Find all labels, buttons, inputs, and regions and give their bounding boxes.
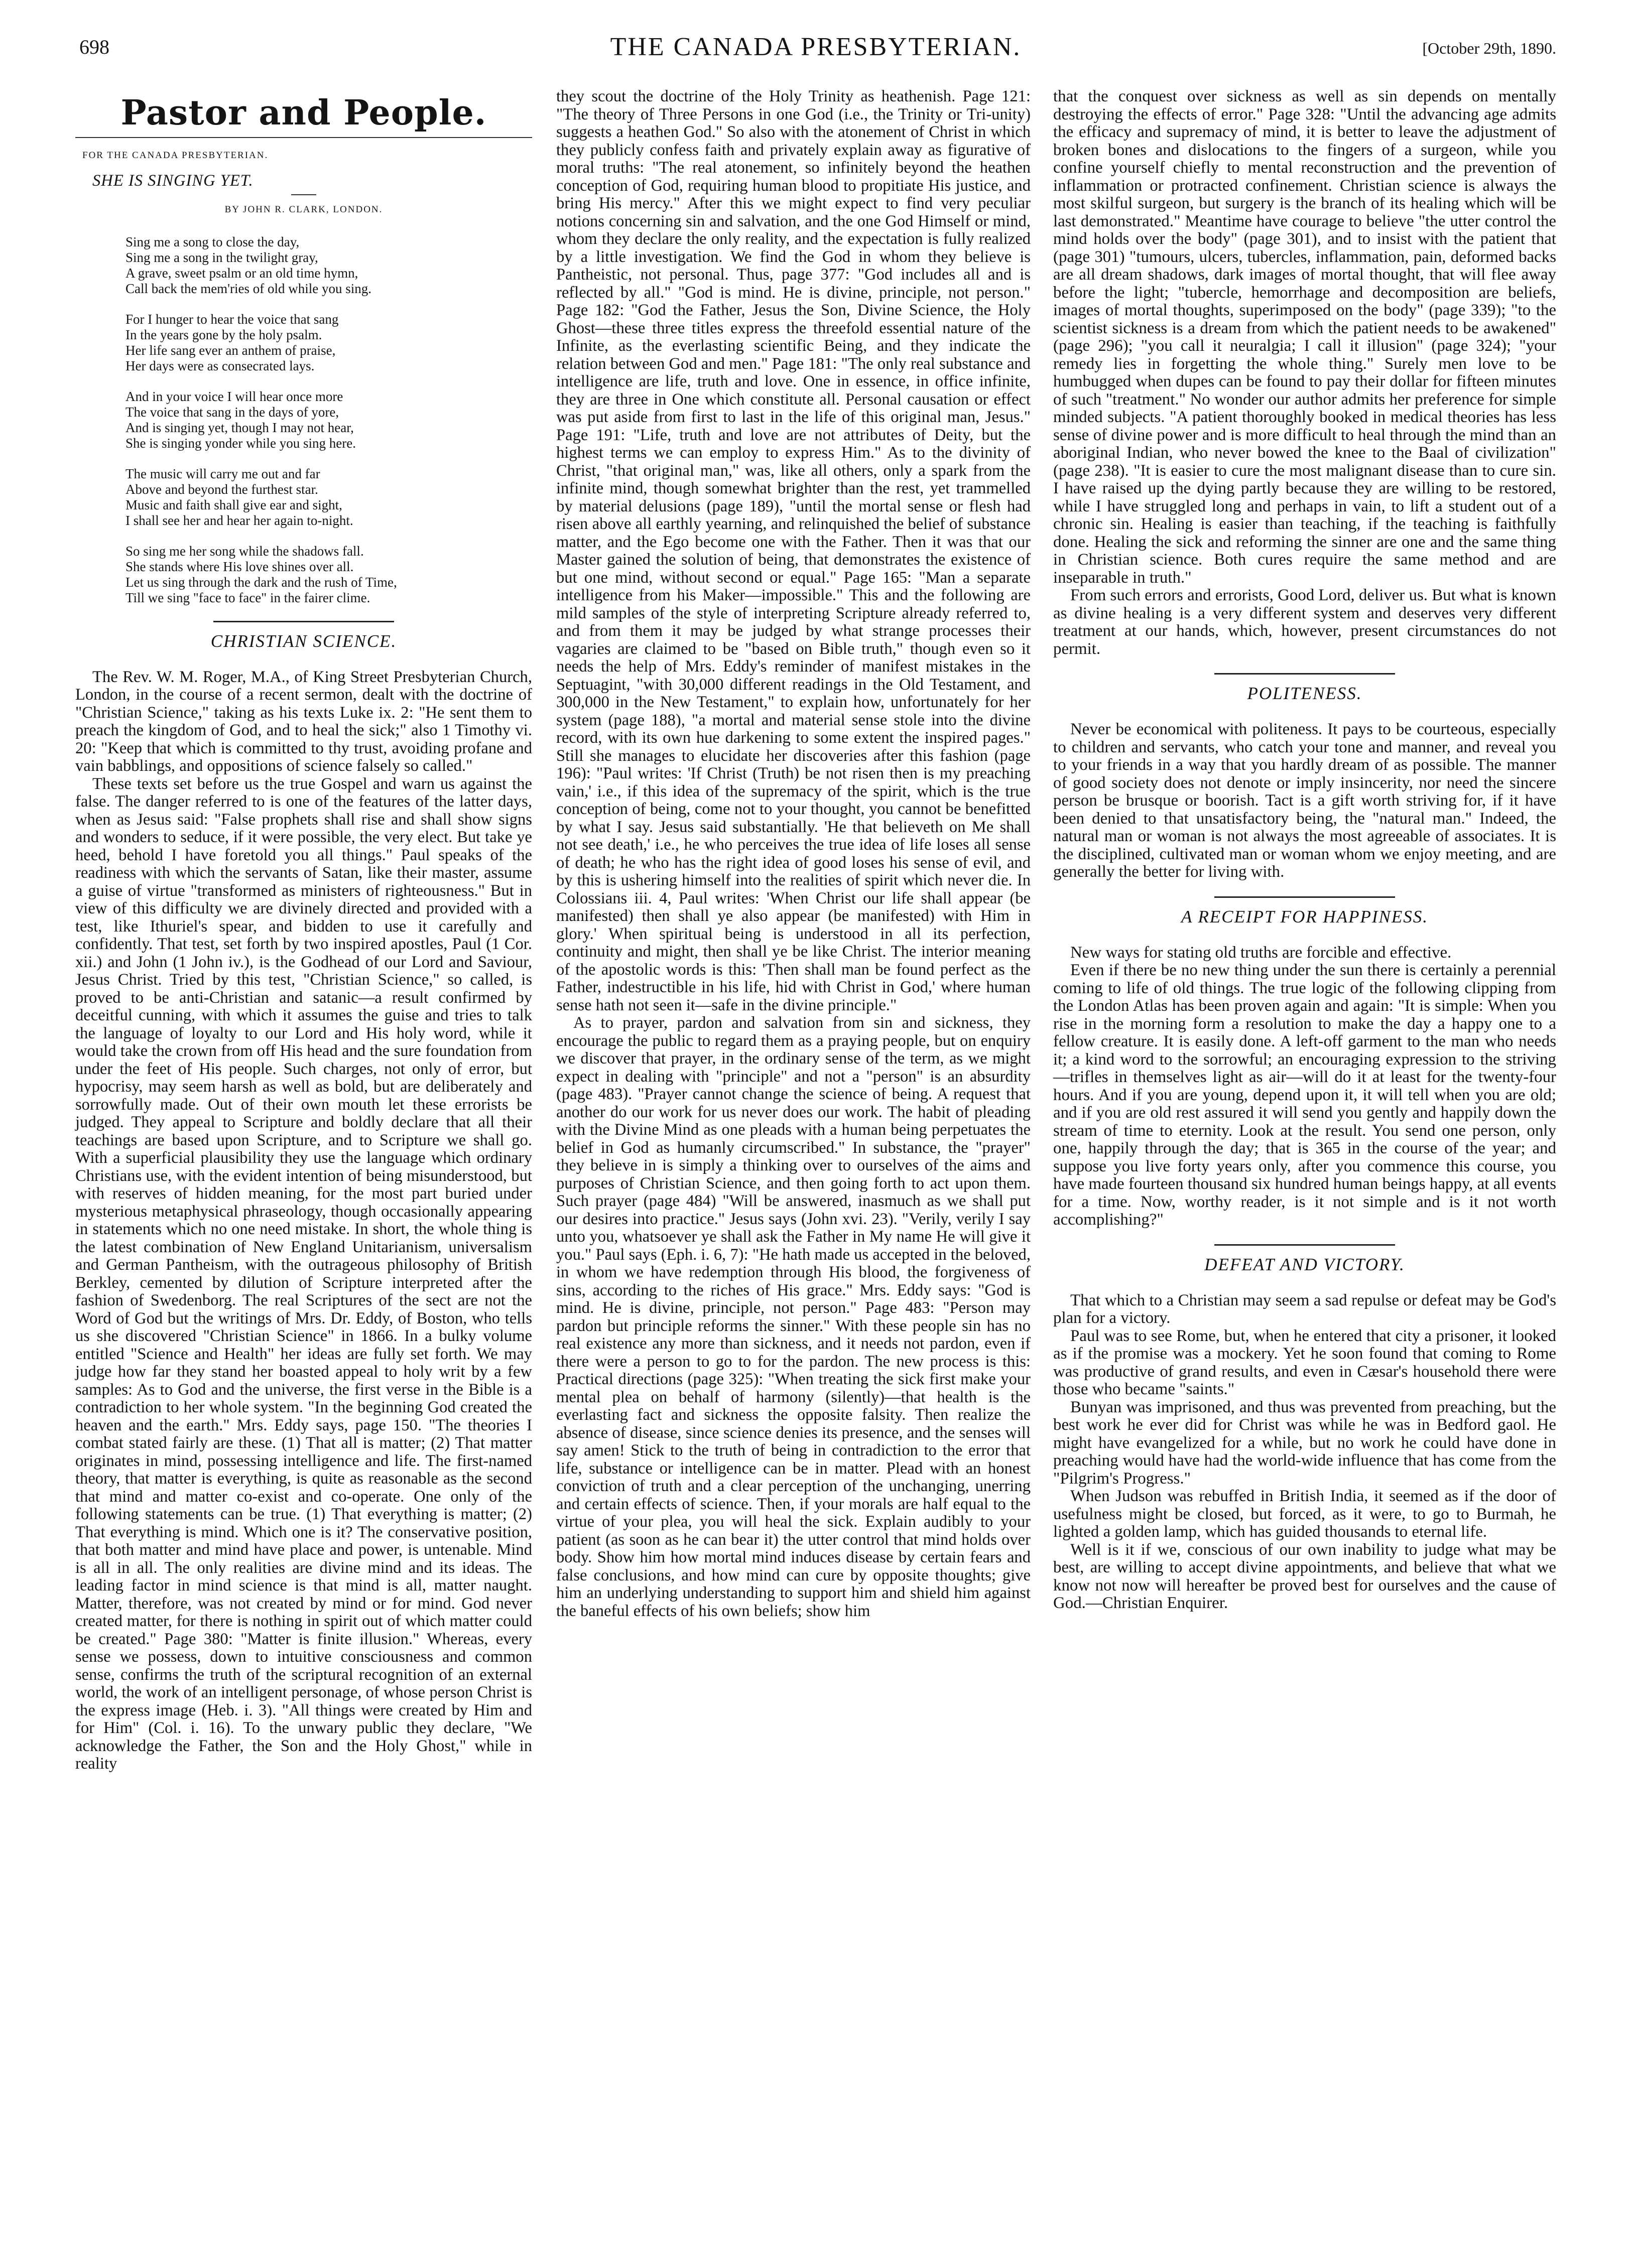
poem-line: I shall see her and hear her again to-night. [125,512,353,528]
section-rule [1214,673,1395,675]
poem-byline: BY JOHN R. CLARK, LONDON. [224,204,383,215]
column-2 [556,88,1031,1620]
department-heading: Pastor and People. [120,93,487,133]
poem-stanza [125,234,532,297]
poem-stanza [125,466,532,528]
issue-date: [October 29th, 1890. [1422,39,1556,57]
column-1 [75,88,532,1773]
divider [291,194,316,195]
defeat-paragraph: Well is it if we, conscious of our own inability to judge what may be best, are willing to accept divine appointments, and believe that what we know not now will hereafter be proved best for ourselves and the cause of God.—Christian Enquirer. [1053,1540,1556,1612]
poem-line: Till we sing "face to face" in the fairer clime. [125,590,370,605]
poem-line: Her life sang ever an anthem of praise, [125,342,336,358]
defeat-paragraph: That which to a Christian may seem a sad repulse or defeat may be God's plan for a victory. [1053,1291,1556,1327]
poem-stanza [125,389,532,451]
for-line: FOR THE CANADA PRESBYTERIAN. [82,150,269,161]
article-paragraph: The Rev. W. M. Roger, M.A., of King Street Presbyterian Church, London, in the course of a recent sermon, dealt with the doctrine of "Christian Science," taking as his texts Luke ix. 2: "He sent them to preach the kingdom of God, and to heal the sick;" also 1 Timothy vi. 20: "Keep that which is committed to thy trust, avoiding profane and vain babblings, and oppositions of science falsely so called." [75,668,532,775]
poem [75,234,532,606]
poem-line: And is singing yet, though I may not hear, [125,420,354,435]
poem-stanza [125,312,532,374]
article-paragraph: As to prayer, pardon and salvation from sin and sickness, they encourage the public to regard them as a praying people, but on enquiry we discover that prayer, in the ordinary sense of the term, as we might expect in dealing with "principle" and not a "person" is an absurdity (page 483). "Prayer cannot change the science of being. A request that another do our work for us never does our work. The habit of pleading with the Divine Mind as one pleads with a human being perpetuates the belief in God as humanly circumscribed." In substance, the "prayer" they believe in is simply a thinking over to ourselves of the aims and purposes of Christian Science, and then going forth to act upon them. Such prayer (page 484) "Will be answered, inasmuch as we shall put our desires into practice." Jesus says (John xvi. 23). "Verily, verily I say unto you, whatsoever ye shall ask the Father in My name He will give it you." Paul says (Eph. i. 6, 7): "He hath made us accepted in the beloved, in whom we have redemption through His blood, the forgiveness of sins, according to the riches of His grace." Mrs. Eddy says: "God is mind. He is divine, principle, not person." Page 483: "Person may pardon but principle reforms the sinner." With these people sin has no real existence any more than sickness, and it needs not pardon, even if there were a person to go to for the pardon. The new process is this: Practical directions (page 325): "When treating the sick first make your mental plea on behalf of harmony (silently)—that health is the everlasting fact and sickness the opposite falsity. Then realize the absence of disease, since science denies its presence, and the senses will say amen! Stick to the truth of being in contradiction to the error that life, substance or intelligence can be in matter. Plead with an honest conviction of truth and a clear perception of the unchanging, unerring and certain effects of science. Then, if your morals are half equal to the virtue of your plea, you will heal the sick. Explain audibly to your patient (as soon as he can bear it) the utter control that mind holds over body. Show him how mortal mind induces disease by certain fears and false conclusions, and how mind can cure by opposite thoughts; give him an underlying understanding to support him and shield him against the baneful effects of his own beliefs; show him [556,1014,1031,1620]
masthead: THE CANADA PRESBYTERIAN. [610,33,1022,61]
poem-line: She stands where His love shines over all. [125,559,354,574]
page-number: 698 [79,36,109,58]
politeness-paragraph: Never be economical with politeness. It pays to be courteous, especially to children and servants, who catch your tone and manner, and reveal you to your friends in a way that you hardly dream of as possible. The manner of good society does not denote or imply insincerity, nor need the sincere person be brusque or boorish. Tact is a gift worth striving for, if it have been denied to that unsatisfactory being, the "natural man." Indeed, the natural man or woman is not always the most agreeable of associates. It is the disciplined, cultivated man or woman whom we enjoy meeting, and are generally the better for living with. [1053,720,1556,881]
poem-line: For I hunger to hear the voice that sang [125,311,339,327]
poem-line: Music and faith shall give ear and sight, [125,497,342,512]
defeat-title: DEFEAT AND VICTORY. [1204,1254,1405,1274]
defeat-paragraph: When Judson was rebuffed in British India, it seemed as if the door of usefulness might be closed, but forced, as it were, to go to Burmah, he lighted a golden lamp, which has guided thousands to eternal life. [1053,1487,1556,1541]
article-title: CHRISTIAN SCIENCE. [210,631,397,651]
poem-line: Call back the mem'ries of old while you sing. [125,281,372,296]
poem-line: And in your voice I will hear once more [125,388,343,404]
page-header [75,35,1556,70]
poem-title: SHE IS SINGING YET. [92,172,254,190]
poem-line: The voice that sang in the days of yore, [125,404,339,420]
poem-line: In the years gone by the holy psalm. [125,327,322,342]
article-paragraph: From such errors and errorists, Good Lord, deliver us. But what is known as divine healing is a very different system and deserves very different treatment at our hands, which, however, present circumstances do not permit. [1053,586,1556,658]
politeness-title: POLITENESS. [1247,684,1362,703]
poem-line: Let us sing through the dark and the rush of Time, [125,574,397,590]
section-rule [1214,1244,1395,1246]
defeat-paragraph: Bunyan was imprisoned, and thus was prevented from preaching, but the best work he ever did for Christ was while he was in Bedford gaol. He might have evangelized for a while, but no work he could have done in preaching would have had the world-wide influence that has come from the "Pilgrim's Progress." [1053,1398,1556,1488]
receipt-paragraph: Even if there be no new thing under the sun there is certainly a perennial coming to life of old things. The true logic of the following clipping from the London Atlas has been proven again and again: "It is simple: When you rise in the morning form a resolution to make the day a happy one to a fellow creature. It is easily done. A left-off garment to the man who needs it; a kind word to the sorrowful; an encouraging expression to the striving—trifles in themselves light as air—will do it at least for the twenty-four hours. And if you are young, depend upon it, it will tell when you are old; and if you are old rest assured it will send you gently and happily down the stream of time to eternity. Look at the result. You send one person, only one, happily through the day; that is 365 in the course of the year; and suppose you live forty years only, after you commence this course, you have made fourteen thousand six hundred human beings happy, at all events for a time. Now, worthy reader, is it not simple and is it not worth accomplishing?" [1053,961,1556,1229]
heading-rule [75,137,532,138]
poem-line: A grave, sweet psalm or an old time hymn, [125,265,358,281]
poem-line: So sing me her song while the shadows fall. [125,543,364,559]
column-3 [1053,88,1556,1613]
poem-line: The music will carry me out and far [125,466,320,481]
poem-line: Sing me a song to close the day, [125,234,300,249]
poem-stanza [125,544,532,606]
poem-line: She is singing yonder while you sing here. [125,435,356,451]
article-paragraph: These texts set before us the true Gospel and warn us against the false. The danger referred to is one of the features of the latter days, when as Jesus said: "False prophets shall rise and shall show signs and wonders to seduce, if it were possible, the very elect. But take ye heed, behold I have foretold you all things." Paul speaks of the readiness with which the servants of Satan, like their master, assume a guise of virtue "transformed as ministers of righteousness." But in view of this difficulty we are divinely directed and provided with a test, like Ithuriel's spear, and bidden to use it carefully and confidently. That test, set forth by two inspired apostles, Paul (1 Cor. xii.) and John (1 John iv.), is the Godhead of our Lord and Saviour, Jesus Christ. Tried by this test, "Christian Science," so called, is proved to be anti-Christian and satanic—a result confirmed by deceitful cunning, with which it assumes the guise and tries to talk the language of loyalty to our Lord and His holy word, while it would take the crown from off His head and the sure foundation from under the feet of His people. Such charges, not only of error, but hypocrisy, may seem harsh as well as bold, but are deliberately and sorrowfully made. Out of their own mouth let these errorists be judged. They appeal to Scripture and boldly declare that all their teachings are based upon Scripture, and to Scripture we shall go. With a superficial plausibility they use the language which ordinary Christians use, with the evident intention of being misunderstood, but with reserves of hidden meaning, for the most part buried under mysterious metaphysical phraseology, though occasionally appearing in statements which no one need mistake. In short, the whole thing is the latest combination of New England Unitarianism, universalism and German Pantheism, with the outrageous philosophy of British Berkley, cemented by dilution of Scripture interpreted after the fashion of Swedenborg. The real Scriptures of the sect are not the Word of God but the writings of Mrs. Dr. Eddy, of Boston, who tells us she discovered "Christian Science" in 1866. In a bulky volume entitled "Science and Health" her ideas are fully set forth. We may judge how far they stand her boasted appeal to holy writ by a few samples: As to God and the universe, the first verse in the Bible is a contradiction to her whole system. "In the beginning God created the heaven and the earth." Mrs. Eddy says, page 150. "The theories I combat stated fairly are these. (1) That all is matter; (2) That matter originates in mind, possessing intelligence and life. The first-named theory, that matter is everything, is quite as reasonable as the second that mind and matter co-exist and co-operate. One only of the following statements can be true. (1) That everything is matter; (2) That everything is mind. Which one is it? The conservative position, that both matter and mind have place and power, is untenable. Mind is all in all. The only realities are divine mind and its ideas. The leading factor in mind science is that mind is all, matter naught. Matter, therefore, was not created by mind or for mind. God never created matter, for there is nothing in spirit out of which matter could be created." Page 380: "Matter is finite illusion." Whereas, every sense we possess, down to intuitive consciousness and common sense, confirms the truth of the scriptural recognition of an external world, the work of an intelligent personage, of whose person Christ is the express image (Heb. i. 3). "All things were created by Him and for Him" (Col. i. 16). To the unwary public they declare, "We acknowledge the Father, the Son and the Holy Ghost," while in reality [75,774,532,1773]
receipt-paragraph: New ways for stating old truths are forcible and effective. [1070,943,1452,962]
receipt-title: A RECEIPT FOR HAPPINESS. [1181,906,1428,926]
article-paragraph: that the conquest over sickness as well as sin depends on mentally destroying the effects of error." Page 328: "Until the advancing age admits the efficacy and supremacy of mind, it is better to leave the adjustment of broken bones and dislocations to the fingers of a surgeon, while you confine yourself chiefly to mental reconstruction and the prevention of inflammation or protracted confinement. Christian science is always the most skilful surgeon, but surgery is the branch of its healing which will be last demonstrated." Meantime have courage to believe "the utter control the mind holds over the body" (page 301), and to insist with the patient that (page 301) "tumours, ulcers, tubercles, inflammation, pain, deformed backs are all dream shadows, dark images of mortal thought, that will flee away before the light; "tubercle, hemorrhage and decomposition are beliefs, images of mortal thoughts, superimposed on the body" (page 339); "to the scientist sickness is a dream from which the patient needs to be awakened" (page 296); "you call it neuralgia; I call it illusion" (page 324); "your remedy lies in forgetting the whole thing." Surely men love to be humbugged when dupes can be found to pay their dollar for fifteen minutes of such "treatment." No wonder our author admits her preference for simple minded subjects. "A patient thoroughly booked in medical theories has less sense of divine power and is more difficult to heal through the mind than an aboriginal Indian, who never bowed the knee to the Baal of civilization" (page 238). "It is easier to cure the most malignant disease than to cure sin. I have raised up the dying partly because they are willing to be restored, while I have struggled long and perhaps in vain, to lift a student out of a chronic sin. Healing is easier than teaching, if the teaching is faithfully done. Healing the sick and reforming the sinner are one and the same thing in Christian science. Both cures require the same method and are inseparable in truth." [1053,87,1556,587]
poem-line: Her days were as consecrated lays. [125,358,315,373]
poem-line: Above and beyond the furthest star. [125,481,318,497]
poem-line: Sing me a song in the twilight gray, [125,249,318,265]
article-paragraph: they scout the doctrine of the Holy Trinity as heathenish. Page 121: "The theory of Three Persons in one God (i.e., the Trinity or Tri-unity) suggests a heathen God." So also with the atonement of Christ in which they publicly confess faith and privately explain away as figurative of moral truths: "The real atonement, so infinitely beyond the heathen conception of God, requiring human blood to propitiate His justice, and bring His mercy." After this we might expect to find very peculiar notions concerning sin and salvation, and the one God Himself or mind, whom they declare the only reality, and the expectation is fully realized by a little investigation. We find the God in whom they believe is Pantheistic, not personal. Thus, page 377: "God includes all and is reflected by all." "God is mind. He is divine, principle, not person." Page 182: "God the Father, Jesus the Son, Divine Science, the Holy Ghost—these three titles express the threefold essential nature of the Infinite, as the everlasting scientific Being, and they indicate the relation between God and men." Page 181: "The only real substance and intelligence are life, truth and love. One in essence, in office infinite, they are three in One which constitute all. Personal causation or effect was put aside from first to last in the life of this original man, Jesus." Page 191: "Life, truth and love are not attributes of Deity, but the highest terms we can employ to express Him." As to the divinity of Christ, "that original man," was, like all others, only a spark from the infinite mind, though somewhat brighter than the rest, yet trammelled by material delusions (page 189), "until the mortal sense or flesh had risen above all earthly yearning, and relinquished the belief of substance matter, and the Ego become one with the Father. Then it was that our Master gained the solution of being, that demonstrates the existence of but one mind, without second or equal." Page 165: "Man a separate intelligence from his Maker—impossible." This and the following are mild samples of the style of interpreting Scripture already referred to, and from them it may be judged by what strange processes their vagaries are claimed to be "based on Bible truth," though even so it needs the help of Mrs. Eddy's reminder of manifest mistakes in the Septuagint, "with 30,000 different readings in the Old Testament, and 300,000 in the New Testament," to explain how, unfortunately for her system (page 188), "a mortal and material sense stole into the divine record, with its own hue darkening to some extent the inspired pages." Still she manages to elucidate her discoveries after this fashion (page 196): "Paul writes: 'If Christ (Truth) be not risen then is my preaching vain,' i.e., if this idea of the supremacy of the spirit, which is the true conception of being, come not to your thought, you cannot be benefitted by what I say. Jesus said substantially. 'He that believeth on Me shall not see death,' i.e., he who perceives the true idea of life loses all sense of death; he who has the right idea of good loses his sense of evil, and by this is ushering himself into the realities of spirit which never die. In Colossians iii. 4, Paul writes: 'When Christ our life shall appear (be manifested) then shall ye also appear (be manifested) with Him in glory.' When spiritual being is understood in all its perfection, continuity and might, then shall ye be like Christ. The interior meaning of the apostolic words is this: 'Then shall man be found perfect as the Father, indestructible in his life, hid with Christ in God,' where human sense hath not seen it—safe in the divine principle." [556,87,1031,1014]
defeat-paragraph: Paul was to see Rome, but, when he entered that city a prisoner, it looked as if the promise was a mockery. Yet he soon found that coming to Rome was productive of grand results, and even in Cæsar's household there were those who became "saints." [1053,1326,1556,1398]
section-rule [213,621,394,622]
section-rule [1214,896,1395,898]
